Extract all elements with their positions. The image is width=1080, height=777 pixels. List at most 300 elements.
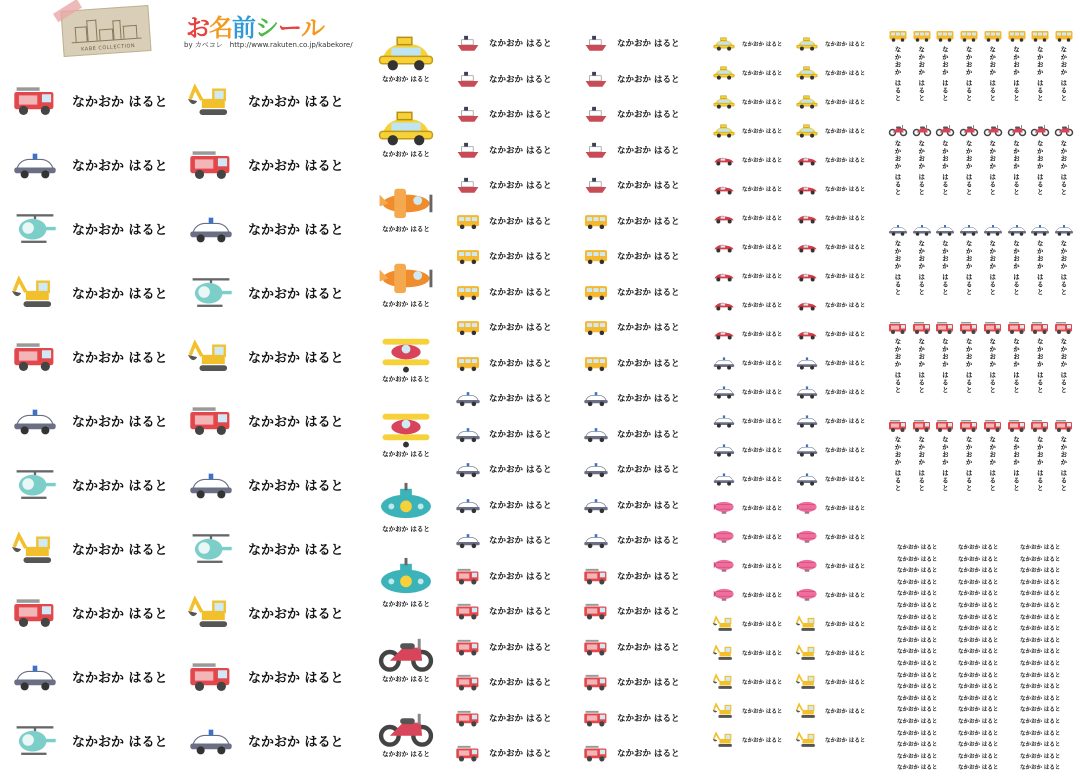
sticker-name-label: なかおか はると (72, 414, 168, 430)
name-sticker (712, 180, 782, 197)
helicopter-icon (12, 208, 58, 248)
name-sticker (795, 383, 865, 400)
text-name-sticker: なかおか はると (958, 695, 999, 702)
text-name-sticker: なかおか はると (1020, 719, 1061, 725)
text-name-sticker: なかおか はると (958, 637, 999, 644)
sticker-name-label: なかおか はると (617, 39, 680, 49)
vertical-name-sticker (934, 418, 956, 492)
sticker-name-label: なかおか はると (617, 323, 680, 333)
sticker-name-label: なかおか はると (1059, 338, 1068, 394)
airplane-icon (376, 180, 436, 224)
taxi-icon (795, 93, 819, 110)
sticker-name-label: なかおか はると (742, 447, 783, 454)
sticker-name-label: なかおか はると (1035, 46, 1044, 102)
sticker-name-label: なかおか はると (1012, 240, 1020, 296)
sticker-name-label: なかおか はると (617, 74, 680, 85)
sticker-name-label: なかおか はると (1012, 140, 1020, 196)
sticker-name-label: なかおか はると (825, 592, 866, 599)
police-car-icon (188, 720, 234, 760)
sticker-name-label: なかおか はると (617, 145, 680, 156)
police-car-icon (455, 424, 481, 444)
vertical-name-sticker (934, 320, 956, 394)
sticker-name-label: なかおか はると (893, 140, 902, 196)
sticker-name-label: なかおか はると (617, 465, 680, 475)
sticker-name-label: なかおか はると (382, 450, 430, 458)
sticker-name-label: なかおか はると (825, 737, 866, 744)
police-car-icon (888, 222, 908, 237)
name-sticker (712, 238, 782, 255)
sticker-name-label: なかおか はると (964, 46, 973, 102)
name-sticker (455, 211, 551, 231)
text-name-sticker: なかおか はると (958, 649, 999, 656)
motorcycle-icon (1030, 122, 1050, 137)
sticker-name-label: なかおか はると (825, 418, 866, 425)
name-sticker (712, 267, 782, 284)
sticker-name-label: なかおか はると (825, 650, 866, 657)
excavator-icon (188, 80, 234, 120)
sticker-name-label: なかおか はると (825, 302, 866, 309)
sticker-name-label: なかおか はると (248, 478, 344, 494)
text-name-sticker: なかおか はると (958, 545, 999, 551)
text-name-sticker: なかおか はると (958, 591, 999, 598)
sticker-name-label: なかおか はると (617, 607, 680, 617)
sticker-name-label: なかおか はると (489, 74, 552, 85)
sticker-name-label: なかおか はると (742, 186, 783, 193)
motorcycle-icon (935, 122, 955, 137)
sticker-name-label: なかおか はると (988, 436, 997, 492)
name-sticker (12, 720, 168, 760)
name-sticker (795, 325, 865, 342)
sports-car-icon (795, 325, 819, 342)
name-sticker (712, 64, 782, 81)
police-car-icon (12, 656, 58, 696)
police-car-icon (795, 412, 819, 429)
firetruck-icon (12, 592, 58, 632)
name-sticker (583, 211, 679, 231)
motorcycle-icon (376, 705, 436, 749)
bus-icon (888, 28, 908, 43)
name-sticker (795, 354, 865, 371)
excavator-icon (795, 644, 819, 661)
sticker-name-label: なかおか はると (825, 447, 866, 454)
name-sticker (712, 586, 782, 603)
sticker-name-label: なかおか はると (742, 302, 783, 309)
sticker-name-label: なかおか はると (248, 414, 344, 430)
firetruck-icon (912, 418, 932, 433)
name-sticker (455, 69, 551, 89)
text-name-sticker: なかおか はると (897, 614, 938, 621)
ship-icon (455, 69, 481, 89)
sticker-name-label: なかおか はると (964, 338, 973, 394)
name-sticker (795, 412, 865, 429)
vertical-name-sticker (982, 122, 1004, 196)
sticker-name-label: なかおか はると (72, 478, 168, 494)
sports-car-icon (795, 296, 819, 313)
taxi-icon (795, 64, 819, 81)
sticker-name-label: なかおか はると (1035, 338, 1044, 394)
sticker-name-label: なかおか はると (248, 158, 344, 174)
name-sticker (188, 400, 344, 440)
sticker-name-label: なかおか はると (617, 110, 680, 120)
name-sticker (366, 255, 446, 308)
sticker-name-label: なかおか はると (964, 140, 973, 196)
text-name-sticker: なかおか はると (897, 603, 938, 609)
vertical-name-sticker (958, 122, 980, 196)
police-car-icon (795, 470, 819, 487)
text-name-sticker: なかおか はると (958, 661, 999, 667)
submarine-icon (376, 480, 436, 524)
police-car-icon (583, 459, 609, 479)
name-sticker (188, 720, 344, 760)
sticker-name-label: なかおか はると (1012, 436, 1020, 492)
sports-car-icon (795, 238, 819, 255)
name-sticker (188, 80, 344, 120)
helicopter-icon (188, 272, 234, 312)
text-name-sticker: なかおか はると (1020, 626, 1061, 633)
bus-icon (455, 317, 481, 337)
sticker-name-label: なかおか はると (72, 286, 168, 302)
sticker-name-label: なかおか はると (742, 476, 783, 483)
sticker-name-label: なかおか はると (489, 394, 552, 404)
bus-icon (1030, 28, 1050, 43)
sticker-name-label: なかおか はると (72, 94, 168, 110)
sticker-name-label: なかおか はると (742, 505, 783, 512)
firetruck-icon (188, 400, 234, 440)
name-sticker (795, 267, 865, 284)
sticker-name-label: なかおか はると (617, 429, 680, 440)
sticker-name-label: なかおか はると (742, 331, 783, 338)
ship-icon (583, 140, 609, 160)
sticker-name-label: なかおか はると (248, 606, 344, 622)
bus-icon (583, 353, 609, 373)
sticker-name-label: なかおか はると (742, 708, 783, 715)
name-sticker (712, 499, 782, 516)
sticker-name-label: なかおか はると (72, 606, 168, 622)
name-sticker (795, 238, 865, 255)
excavator-icon (712, 615, 736, 632)
sticker-name-label: なかおか はると (825, 215, 866, 222)
sports-car-icon (795, 209, 819, 226)
taxi-icon (712, 64, 736, 81)
sports-car-icon (795, 180, 819, 197)
sticker-name-label: なかおか はると (742, 273, 783, 280)
text-name-sticker: なかおか はると (897, 672, 938, 679)
text-name-sticker: なかおか はると (1020, 753, 1061, 760)
name-sticker (795, 122, 865, 139)
sticker-name-label: なかおか はると (617, 358, 680, 369)
vertical-name-sticker (982, 28, 1004, 102)
sticker-name-label: なかおか はると (617, 536, 680, 546)
sticker-name-label: なかおか はると (917, 436, 926, 492)
blimp-icon (712, 557, 736, 574)
excavator-icon (712, 673, 736, 690)
sticker-name-label: なかおか はると (825, 389, 866, 396)
motorcycle-icon (1007, 122, 1027, 137)
firetruck-icon (959, 418, 979, 433)
police-car-icon (912, 222, 932, 237)
sticker-name-label: なかおか はると (489, 607, 552, 617)
name-sticker (188, 592, 344, 632)
sticker-name-label: なかおか はると (964, 436, 973, 492)
firetruck-icon (188, 144, 234, 184)
name-sticker (712, 354, 782, 371)
sticker-name-label: なかおか はると (825, 70, 866, 77)
vertical-name-sticker (958, 222, 980, 296)
firetruck-icon (455, 601, 481, 621)
sticker-name-label: なかおか はると (1059, 240, 1068, 296)
biplane-icon (376, 330, 436, 374)
sports-car-icon (795, 151, 819, 168)
sticker-name-label: なかおか はると (617, 287, 680, 298)
name-sticker (455, 246, 551, 266)
name-sticker (455, 601, 551, 621)
sticker-name-label: なかおか はると (825, 244, 866, 251)
vertical-name-sticker (958, 320, 980, 394)
police-car-icon (1054, 222, 1074, 237)
excavator-icon (188, 592, 234, 632)
excavator-icon (712, 644, 736, 661)
vertical-name-sticker (1006, 418, 1028, 492)
vertical-name-sticker (911, 418, 933, 492)
excavator-icon (795, 702, 819, 719)
sticker-name-label: なかおか はると (1059, 140, 1068, 196)
ship-icon (455, 175, 481, 195)
sticker-name-label: なかおか はると (742, 592, 783, 599)
text-name-sticker: なかおか はると (1020, 603, 1061, 609)
sticker-name-label: なかおか はると (248, 542, 344, 558)
bus-icon (583, 246, 609, 266)
vertical-name-sticker (958, 418, 980, 492)
sticker-name-label: なかおか はると (825, 273, 866, 280)
text-name-sticker: なかおか はると (958, 626, 999, 633)
firetruck-icon (1007, 320, 1027, 335)
sticker-name-label: なかおか はると (742, 41, 783, 48)
title-char: 名 (209, 14, 232, 42)
taxi-icon (712, 93, 736, 110)
police-car-icon (712, 470, 736, 487)
sticker-name-label: なかおか はると (825, 157, 866, 164)
name-sticker (583, 672, 679, 692)
firetruck-icon (1054, 418, 1074, 433)
title-char: ル (301, 14, 324, 42)
name-sticker (188, 144, 344, 184)
sticker-name-label: なかおか はると (940, 140, 949, 196)
name-sticker (712, 702, 782, 719)
firetruck-icon (583, 672, 609, 692)
excavator-icon (12, 528, 58, 568)
name-sticker (712, 151, 782, 168)
sticker-name-label: なかおか はると (489, 465, 552, 475)
sticker-name-label: なかおか はると (1059, 46, 1068, 102)
name-sticker (366, 105, 446, 158)
police-car-icon (188, 208, 234, 248)
bus-icon (912, 28, 932, 43)
sticker-name-label: なかおか はると (489, 536, 552, 546)
text-name-sticker: なかおか はると (958, 742, 999, 749)
biplane-icon (376, 405, 436, 449)
text-name-sticker: なかおか はると (958, 730, 999, 737)
name-sticker (583, 743, 679, 763)
sticker-name-label: なかおか はると (489, 358, 552, 369)
sticker-name-label: なかおか はると (825, 679, 866, 686)
name-sticker (712, 325, 782, 342)
sticker-name-label: なかおか はると (72, 670, 168, 686)
name-sticker (366, 330, 446, 383)
sticker-name-label: なかおか はると (489, 323, 552, 333)
sports-car-icon (712, 325, 736, 342)
name-sticker (455, 388, 551, 408)
firetruck-icon (983, 418, 1003, 433)
name-sticker (366, 405, 446, 458)
name-sticker (795, 470, 865, 487)
helicopter-icon (188, 528, 234, 568)
sticker-name-label: なかおか はると (893, 46, 902, 102)
sticker-name-label: なかおか はると (825, 563, 866, 570)
name-sticker (12, 400, 168, 440)
sticker-name-label: なかおか はると (617, 252, 680, 262)
text-name-sticker: なかおか はると (897, 649, 938, 656)
name-sticker (795, 151, 865, 168)
vertical-name-sticker (982, 418, 1004, 492)
name-sticker (188, 464, 344, 504)
name-sticker (583, 246, 679, 266)
taxi-icon (795, 35, 819, 52)
name-sticker (455, 495, 551, 515)
name-sticker (583, 388, 679, 408)
text-name-sticker: なかおか はると (1020, 637, 1061, 644)
sticker-name-label: なかおか はると (825, 534, 866, 541)
sticker-name-label: なかおか はると (742, 650, 783, 657)
sticker-name-label: なかおか はると (742, 534, 783, 541)
motorcycle-icon (376, 630, 436, 674)
title-char: お (186, 14, 209, 42)
sticker-name-label: なかおか はると (72, 734, 168, 750)
sticker-name-label: なかおか はると (964, 240, 973, 296)
submarine-icon (376, 555, 436, 599)
vertical-name-sticker (1053, 418, 1075, 492)
vertical-name-sticker (1053, 320, 1075, 394)
sticker-name-label: なかおか はると (382, 600, 430, 608)
name-sticker (712, 412, 782, 429)
excavator-icon (12, 272, 58, 312)
name-sticker (12, 592, 168, 632)
excavator-icon (795, 615, 819, 632)
name-sticker (583, 104, 679, 124)
police-car-icon (455, 388, 481, 408)
name-sticker (455, 175, 551, 195)
name-sticker (795, 35, 865, 52)
sticker-name-label: なかおか はると (489, 713, 552, 724)
police-car-icon (712, 383, 736, 400)
sticker-name-label: なかおか はると (742, 418, 783, 425)
sticker-name-label: なかおか はると (917, 240, 926, 296)
sports-car-icon (712, 238, 736, 255)
sports-car-icon (712, 209, 736, 226)
airplane-icon (376, 255, 436, 299)
sticker-name-label: なかおか はると (72, 158, 168, 174)
byline: by カベコレ http://www.rakuten.co.jp/kabekore/ (184, 41, 353, 49)
name-sticker (712, 673, 782, 690)
firetruck-icon (959, 320, 979, 335)
sticker-name-label: なかおか はると (940, 240, 949, 296)
sticker-name-label: なかおか はると (742, 360, 783, 367)
firetruck-icon (455, 672, 481, 692)
firetruck-icon (983, 320, 1003, 335)
sticker-name-label: なかおか はると (382, 750, 430, 758)
sticker-name-label: なかおか はると (1059, 436, 1068, 492)
taxi-icon (712, 35, 736, 52)
name-sticker (795, 441, 865, 458)
ship-icon (455, 33, 481, 53)
name-sticker (795, 557, 865, 574)
name-sticker (583, 424, 679, 444)
text-name-sticker: なかおか はると (1020, 545, 1061, 551)
motorcycle-icon (1054, 122, 1074, 137)
sticker-name-label: なかおか はると (825, 476, 866, 483)
text-name-sticker: なかおか はると (897, 637, 938, 644)
kabe-collection-logo (61, 5, 152, 57)
sticker-name-label: なかおか はると (742, 157, 783, 164)
name-sticker (583, 459, 679, 479)
name-sticker (795, 296, 865, 313)
text-name-sticker: なかおか はると (1020, 614, 1061, 621)
sticker-name-label: なかおか はると (617, 713, 680, 724)
sticker-name-label: なかおか はると (489, 642, 552, 653)
name-sticker (583, 175, 679, 195)
police-car-icon (188, 464, 234, 504)
firetruck-icon (1030, 418, 1050, 433)
vertical-name-sticker (1006, 28, 1028, 102)
blimp-icon (795, 528, 819, 545)
sticker-name-label: なかおか はると (825, 360, 866, 367)
name-sticker (583, 637, 679, 657)
name-sticker (583, 601, 679, 621)
sticker-name-label: なかおか はると (825, 41, 866, 48)
name-sticker (366, 630, 446, 683)
text-name-sticker: なかおか はると (897, 545, 938, 551)
sticker-name-label: なかおか はると (742, 563, 783, 570)
motorcycle-icon (912, 122, 932, 137)
name-sticker (455, 33, 551, 53)
name-sticker (455, 637, 551, 657)
excavator-icon (188, 336, 234, 376)
firetruck-icon (888, 418, 908, 433)
police-car-icon (583, 495, 609, 515)
sticker-name-label: なかおか はると (617, 394, 680, 404)
text-name-sticker: なかおか はると (897, 684, 938, 691)
vertical-name-sticker (1006, 320, 1028, 394)
vertical-name-sticker (911, 222, 933, 296)
sticker-name-label: なかおか はると (893, 240, 902, 296)
sticker-name-label: なかおか はると (825, 505, 866, 512)
name-sticker (712, 35, 782, 52)
police-car-icon (1007, 222, 1027, 237)
name-sticker (795, 731, 865, 748)
text-name-sticker: なかおか はると (897, 661, 938, 667)
text-name-sticker: なかおか はると (897, 579, 938, 586)
name-sticker (795, 673, 865, 690)
name-sticker (712, 209, 782, 226)
ship-icon (583, 33, 609, 53)
text-name-sticker: なかおか はると (897, 591, 938, 598)
motorcycle-icon (888, 122, 908, 137)
police-car-icon (12, 144, 58, 184)
name-sticker (712, 470, 782, 487)
ship-icon (455, 104, 481, 124)
sticker-name-label: なかおか はると (617, 678, 680, 688)
vertical-name-sticker (1029, 320, 1051, 394)
firetruck-icon (912, 320, 932, 335)
